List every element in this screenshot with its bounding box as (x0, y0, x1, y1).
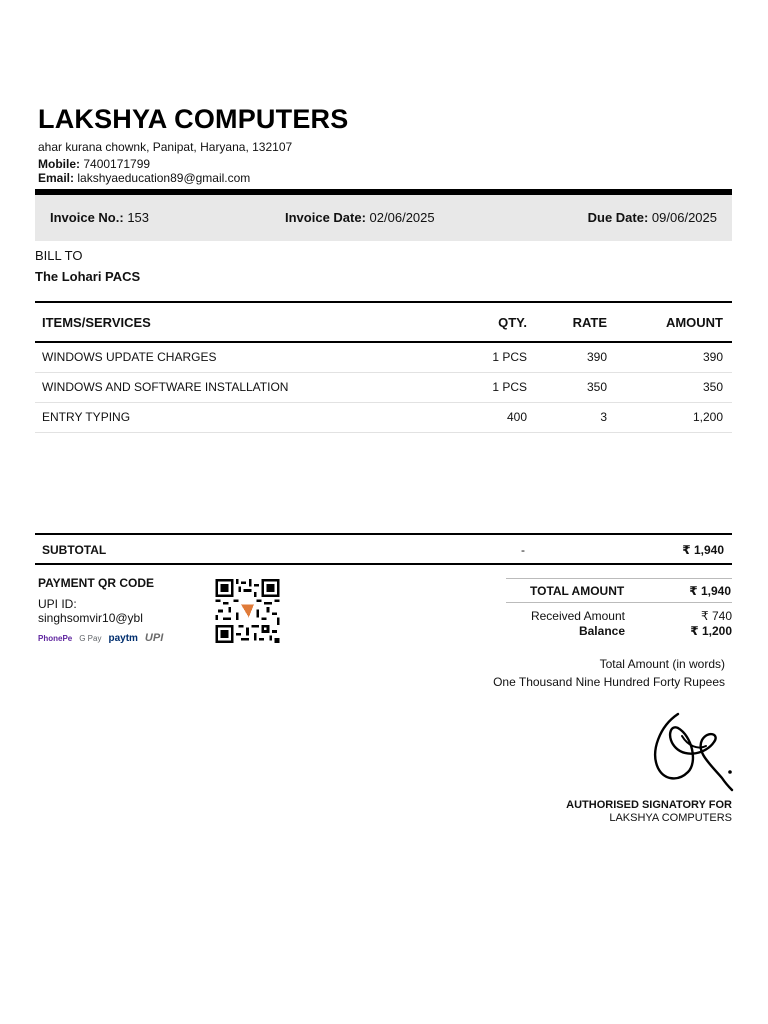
company-name: LAKSHYA COMPUTERS (38, 104, 349, 134)
item-description: ENTRY TYPING (35, 402, 445, 432)
mobile-label: Mobile: (38, 157, 80, 171)
company-email-line (38, 171, 250, 185)
item-qty: 1 PCS (445, 372, 527, 402)
col-items-header: ITEMS/SERVICES (35, 302, 445, 342)
balance-label: Balance (578, 624, 625, 638)
subtotal-qty: - (521, 543, 525, 557)
total-amount-value: ₹ 1,940 (689, 584, 731, 598)
item-rate: 390 (527, 342, 607, 372)
company-mobile-line (38, 157, 150, 171)
upi-id-value: singhsomvir10@ybl (38, 611, 143, 625)
total-amount-row (506, 578, 732, 603)
phonepe-logo: PhonePe (38, 633, 73, 643)
item-rate: 3 (527, 402, 607, 432)
received-amount-label: Received Amount (530, 609, 625, 623)
item-amount: 1,200 (607, 402, 732, 432)
due-date-label: Due Date: (587, 210, 649, 225)
company-address: ahar kurana chownk, Panipat, Haryana, 132107 (38, 140, 293, 154)
bill-to-name: The Lohari PACS (35, 269, 141, 284)
email-label: Email: (38, 171, 75, 185)
authorised-signatory-company: LAKSHYA COMPUTERS (609, 812, 732, 824)
item-description: WINDOWS AND SOFTWARE INSTALLATION (35, 372, 445, 402)
bill-to-label: BILL TO (35, 248, 83, 263)
item-rate: 350 (527, 372, 607, 402)
table-row (35, 372, 732, 402)
invoice-number-value: 153 (127, 210, 150, 225)
item-amount: 390 (607, 342, 732, 372)
item-qty: 400 (445, 402, 527, 432)
due-date-value: 09/06/2025 (651, 210, 717, 225)
item-qty: 1 PCS (445, 342, 527, 372)
invoice-date-value: 02/06/2025 (369, 210, 435, 225)
col-rate-header: RATE (527, 302, 607, 342)
invoice-date (285, 210, 435, 225)
email-address: lakshyaeducation89@gmail.com (77, 171, 251, 185)
upi-logo: UPI (144, 632, 164, 644)
subtotal-amount: ₹ 1,940 (682, 543, 724, 557)
received-amount-value: ₹ 740 (701, 609, 732, 623)
gpay-logo: G Pay (79, 633, 102, 643)
total-amount-label: TOTAL AMOUNT (530, 584, 625, 598)
items-table (35, 301, 732, 433)
invoice-number (50, 210, 149, 225)
payment-qr-title: PAYMENT QR CODE (38, 576, 155, 590)
invoice-number-label: Invoice No.: (50, 210, 124, 225)
table-row (35, 402, 732, 432)
table-row (35, 342, 732, 372)
subtotal-row (35, 533, 732, 565)
invoice-date-label: Invoice Date: (285, 210, 366, 225)
col-amount-header: AMOUNT (607, 302, 732, 342)
authorised-signatory-title: AUTHORISED SIGNATORY FOR (566, 799, 732, 811)
upi-id-label: UPI ID: (38, 597, 77, 611)
item-description: WINDOWS UPDATE CHARGES (35, 342, 445, 372)
items-header-row (35, 302, 732, 342)
amount-in-words-label: Total Amount (in words) (599, 657, 725, 671)
payment-qr-code (214, 579, 281, 643)
mobile-number: 7400171799 (83, 157, 151, 171)
subtotal-label: SUBTOTAL (42, 543, 107, 557)
balance-value: ₹ 1,200 (690, 624, 732, 638)
invoice-meta-bar (35, 195, 732, 241)
payment-app-logos (38, 632, 163, 644)
paytm-logo: paytm (108, 632, 138, 644)
due-date (588, 210, 717, 225)
col-qty-header: QTY. (445, 302, 527, 342)
item-amount: 350 (607, 372, 732, 402)
amount-in-words-value: One Thousand Nine Hundred Forty Rupees (493, 675, 725, 689)
signature-image (648, 706, 738, 794)
